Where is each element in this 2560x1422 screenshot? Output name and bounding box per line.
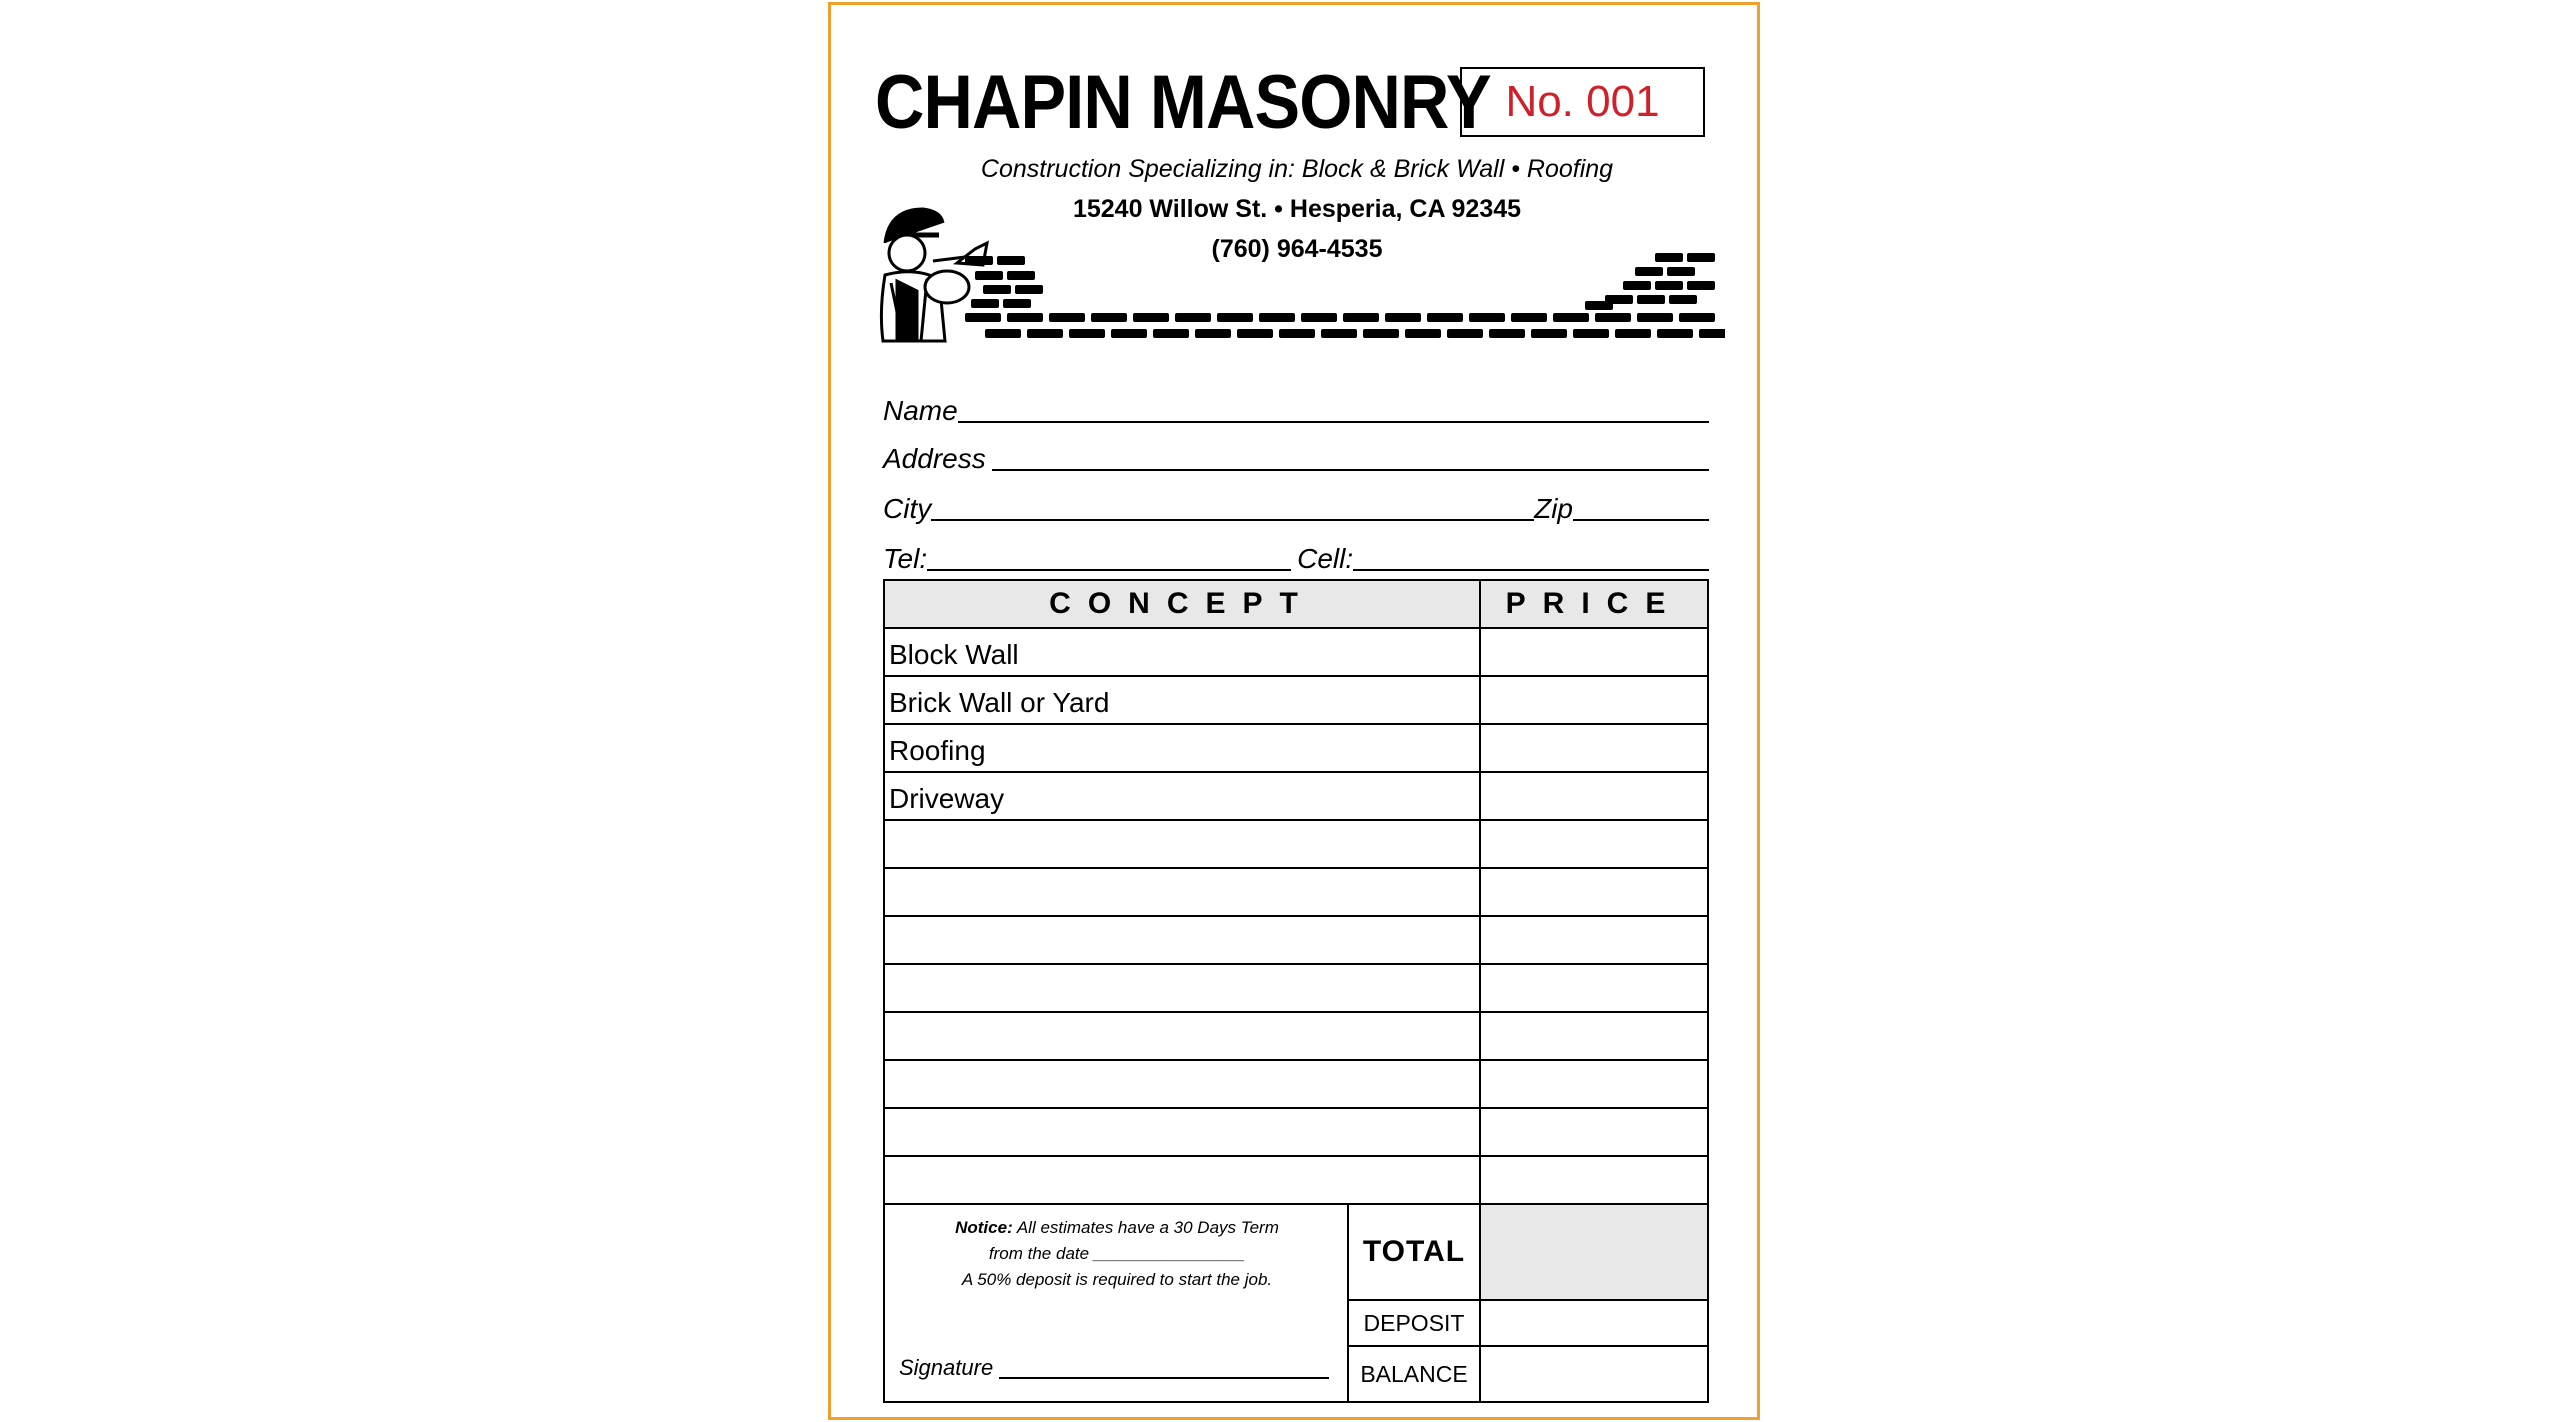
zip-input-line[interactable] <box>1573 519 1709 521</box>
deposit-value-cell[interactable] <box>1481 1301 1707 1347</box>
table-row <box>885 1061 1707 1109</box>
tel-input-line[interactable] <box>927 569 1291 571</box>
price-cell[interactable] <box>1481 773 1707 819</box>
price-cell[interactable] <box>1481 1157 1707 1203</box>
price-column-header: PRICE <box>1481 581 1707 627</box>
concept-cell[interactable] <box>885 1061 1481 1107</box>
concept-cell[interactable] <box>885 1109 1481 1155</box>
company-address: 15240 Willow St. • Hesperia, CA 92345 <box>1072 195 1522 223</box>
concept-cell[interactable] <box>885 1157 1481 1203</box>
name-field-row[interactable] <box>883 385 1709 425</box>
table-row <box>885 677 1707 725</box>
signature-line[interactable] <box>999 1377 1329 1379</box>
balance-value-cell[interactable] <box>1481 1347 1707 1401</box>
city-input-line[interactable] <box>931 519 1534 521</box>
table-row <box>885 1157 1707 1205</box>
price-cell[interactable] <box>1481 869 1707 915</box>
notice-line-1: All estimates have a 30 Days Term <box>1016 1218 1279 1237</box>
form-number-badge: No. 001 <box>1460 67 1705 137</box>
concept-cell[interactable]: Brick Wall or Yard <box>885 677 1481 723</box>
name-label: Name <box>883 395 958 426</box>
price-cell[interactable] <box>1481 1013 1707 1059</box>
name-input-line[interactable] <box>958 421 1709 423</box>
mason-laying-bricks-icon <box>875 201 1725 346</box>
price-cell[interactable] <box>1481 725 1707 771</box>
cell-label: Cell: <box>1297 543 1354 574</box>
table-row <box>885 1013 1707 1061</box>
company-phone: (760) 964-4535 <box>1211 235 1383 263</box>
notice-text <box>885 1215 1349 1293</box>
company-name: CHAPIN MASONRY <box>875 60 1491 145</box>
tel-cell-field-row[interactable] <box>883 533 1709 573</box>
concept-cell[interactable]: Roofing <box>885 725 1481 771</box>
notice-line-2: from the date ________________ <box>988 1244 1246 1263</box>
price-cell[interactable] <box>1481 917 1707 963</box>
estimate-table <box>883 579 1709 1403</box>
deposit-label: DEPOSIT <box>1349 1301 1481 1347</box>
city-zip-field-row[interactable] <box>883 483 1709 523</box>
price-cell[interactable] <box>1481 1061 1707 1107</box>
table-row <box>885 965 1707 1013</box>
address-label: Address <box>883 443 986 474</box>
price-cell[interactable] <box>1481 629 1707 675</box>
estimate-form <box>828 2 1760 1420</box>
concept-column-header: CONCEPT <box>885 581 1481 627</box>
city-label: City <box>883 493 932 524</box>
price-cell[interactable] <box>1481 965 1707 1011</box>
table-row <box>885 629 1707 677</box>
concept-cell[interactable] <box>885 917 1481 963</box>
concept-cell[interactable] <box>885 869 1481 915</box>
table-row <box>885 1109 1707 1157</box>
company-tagline: Construction Specializing in: Block & Brick Wall • Roofing <box>980 155 1614 183</box>
cell-input-line[interactable] <box>1353 569 1709 571</box>
total-value-cell[interactable] <box>1481 1205 1707 1301</box>
table-row <box>885 773 1707 821</box>
brick-wall-art <box>965 253 1725 338</box>
table-row <box>885 821 1707 869</box>
table-row <box>885 917 1707 965</box>
table-row <box>885 869 1707 917</box>
concept-cell[interactable] <box>885 965 1481 1011</box>
price-cell[interactable] <box>1481 1109 1707 1155</box>
concept-cell[interactable] <box>885 821 1481 867</box>
signature-row[interactable] <box>899 1355 1329 1381</box>
table-footer <box>885 1205 1707 1401</box>
balance-label: BALANCE <box>1349 1347 1481 1401</box>
table-row <box>885 725 1707 773</box>
signature-label: Signature <box>899 1355 994 1380</box>
zip-label: Zip <box>1534 493 1573 524</box>
tel-label: Tel: <box>883 543 928 574</box>
address-input-line[interactable] <box>992 469 1709 471</box>
notice-area <box>885 1205 1349 1401</box>
notice-line-3: A 50% deposit is required to start the job. <box>961 1270 1273 1289</box>
concept-cell[interactable]: Block Wall <box>885 629 1481 675</box>
table-header <box>885 581 1707 629</box>
concept-cell[interactable]: Driveway <box>885 773 1481 819</box>
concept-cell[interactable] <box>885 1013 1481 1059</box>
price-cell[interactable] <box>1481 821 1707 867</box>
price-cell[interactable] <box>1481 677 1707 723</box>
address-field-row[interactable] <box>883 433 1709 473</box>
total-label: TOTAL <box>1349 1205 1481 1301</box>
notice-label: Notice: <box>955 1218 1013 1237</box>
